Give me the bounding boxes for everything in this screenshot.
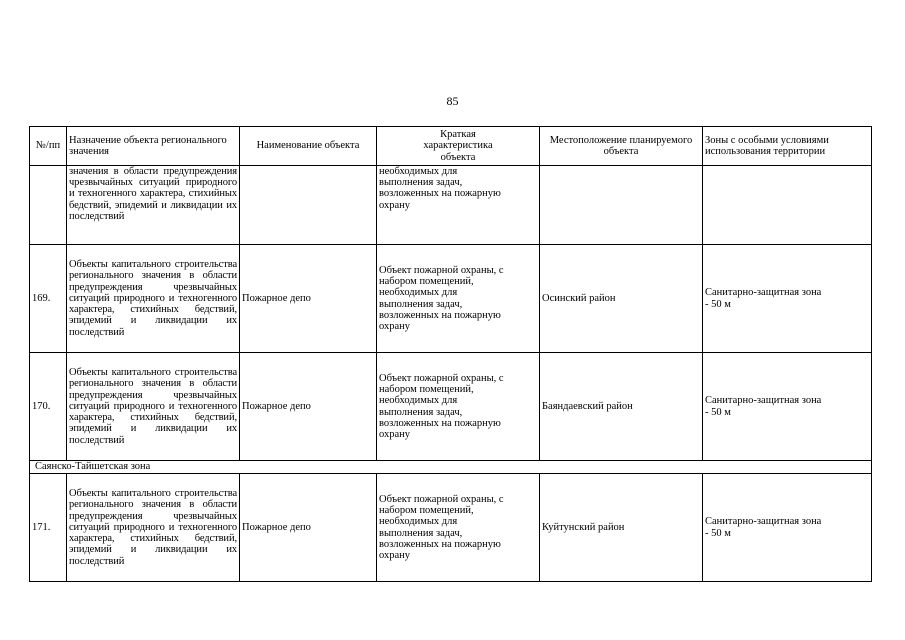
cell-purpose: Объекты капитального строительства регионального значения в области предупреждения чрезвычайных ситуаций природного и техногенного характера, стихийных бедствий, эпидемий и ликвидации их последствий (67, 245, 240, 353)
section-title: Саянско-Тайшетская зона (30, 461, 872, 474)
header-description: Краткая характеристика объекта (377, 127, 540, 166)
cell-purpose: Объекты капитального строительства регионального значения в области предупреждения чрезвычайных ситуаций природного и техногенного характера, стихийных бедствий, эпидемий и ликвидации их последствий (67, 474, 240, 582)
cell-num: 169. (30, 245, 67, 353)
table-row (30, 245, 872, 353)
cell-zone (703, 166, 872, 245)
objects-table (29, 126, 872, 582)
cell-purpose: Объекты капитального строительства регионального значения в области предупреждения чрезвычайных ситуаций природного и техногенного характера, стихийных бедствий, эпидемий и ликвидации их последствий (67, 353, 240, 461)
cell-description: Объект пожарной охраны, с набором помещений, необходимых для выполнения задач, возложенных на пожарную охрану (377, 474, 540, 582)
cell-name: Пожарное депо (240, 353, 377, 461)
page-number: 85 (446, 94, 459, 108)
cell-location: Баяндаевский район (540, 353, 703, 461)
cell-name: Пожарное депо (240, 474, 377, 582)
header-name: Наименование объекта (240, 127, 377, 166)
cell-purpose: значения в области предупреждения чрезвычайных ситуаций природного и техногенного характера, стихийных бедствий, эпидемий и ликвидации их последствий (67, 166, 240, 245)
cell-description: необходимых для выполнения задач, возложенных на пожарную охрану (377, 166, 540, 245)
cell-num: 171. (30, 474, 67, 582)
table-row (30, 474, 872, 582)
header-purpose: Назначение объекта регионального значения (67, 127, 240, 166)
cell-name (240, 166, 377, 245)
cell-location: Куйтунский район (540, 474, 703, 582)
cell-zone: Санитарно-защитная зона - 50 м (703, 245, 872, 353)
header-num: №/пп (30, 127, 67, 166)
cell-location: Осинский район (540, 245, 703, 353)
header-zones: Зоны с особыми условиями использования территории (703, 127, 872, 166)
cell-location (540, 166, 703, 245)
table-row-continuation (30, 166, 872, 245)
cell-description: Объект пожарной охраны, с набором помещений, необходимых для выполнения задач, возложенных на пожарную охрану (377, 245, 540, 353)
cell-description: Объект пожарной охраны, с набором помещений, необходимых для выполнения задач, возложенных на пожарную охрану (377, 353, 540, 461)
cell-name: Пожарное депо (240, 245, 377, 353)
table-row (30, 353, 872, 461)
cell-zone: Санитарно-защитная зона - 50 м (703, 474, 872, 582)
table-header-row (30, 127, 872, 166)
cell-num (30, 166, 67, 245)
header-location: Местоположение планируемого объекта (540, 127, 703, 166)
section-row (30, 461, 872, 474)
cell-zone: Санитарно-защитная зона - 50 м (703, 353, 872, 461)
cell-num: 170. (30, 353, 67, 461)
